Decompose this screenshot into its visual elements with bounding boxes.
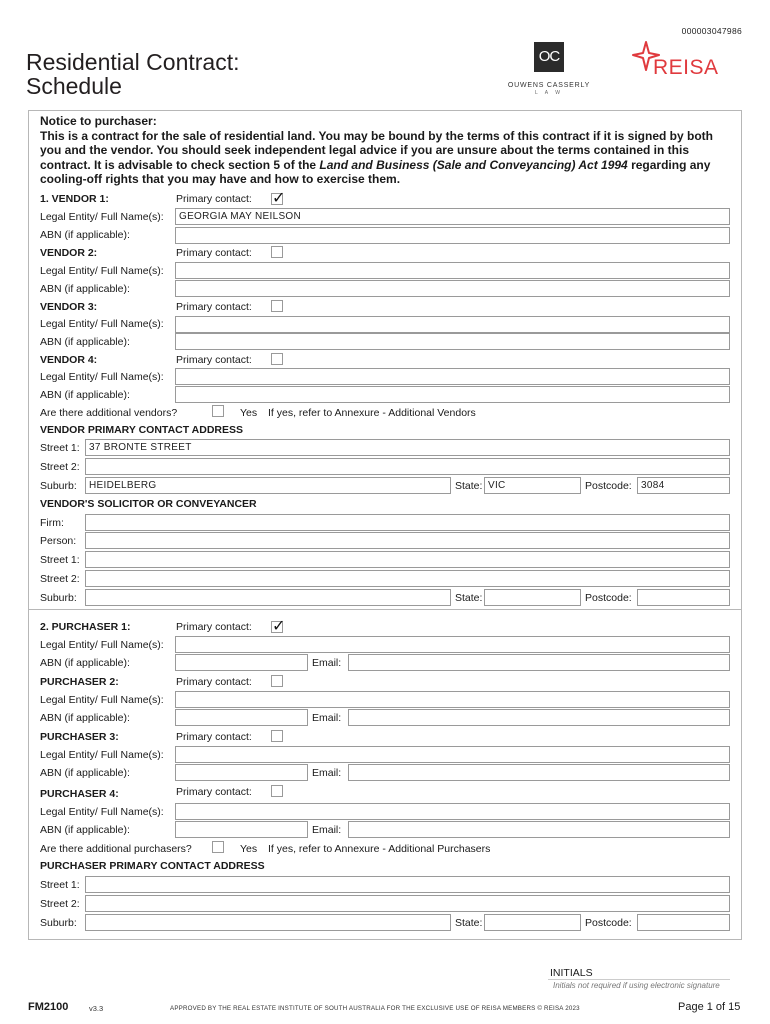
vendor-postcode-label: Postcode: bbox=[585, 480, 632, 492]
vendor-1-primary-checkbox[interactable] bbox=[271, 193, 283, 205]
additional-purchasers-note: If yes, refer to Annexure - Additional Purchasers bbox=[268, 843, 491, 855]
purchaser-3-email-label: Email: bbox=[312, 767, 342, 779]
purchaser-2-primary-label: Primary contact: bbox=[176, 676, 252, 688]
vendor-postcode-field[interactable]: 3084 bbox=[637, 477, 730, 494]
vendor-state-label: State: bbox=[455, 480, 483, 492]
vendor-state-field[interactable]: VIC bbox=[484, 477, 581, 494]
purchaser-2-abn-field[interactable] bbox=[175, 709, 308, 726]
vendor-street1-field[interactable]: 37 BRONTE STREET bbox=[85, 439, 730, 456]
solicitor-person-label: Person: bbox=[40, 535, 77, 547]
purchaser-postcode-field[interactable] bbox=[637, 914, 730, 931]
purchaser-3-name-label: Legal Entity/ Full Name(s): bbox=[40, 749, 164, 761]
purchaser-3-primary-label: Primary contact: bbox=[176, 731, 252, 743]
vendor-2-name-field[interactable] bbox=[175, 262, 730, 279]
vendor-4-name-label: Legal Entity/ Full Name(s): bbox=[40, 371, 164, 383]
additional-purchasers-question: Are there additional purchasers? bbox=[40, 843, 192, 855]
purchaser-4-heading: PURCHASER 4: bbox=[40, 788, 119, 800]
vendor-4-abn-label: ABN (if applicable): bbox=[40, 389, 130, 401]
additional-purchasers-yes: Yes bbox=[240, 843, 258, 855]
vendor-3-primary-label: Primary contact: bbox=[176, 301, 252, 313]
purchaser-state-field[interactable] bbox=[484, 914, 581, 931]
approval-notice: APPROVED BY THE REAL ESTATE INSTITUTE OF SOUTH AUSTRALIA FOR THE EXCLUSIVE USE OF REISA MEMBERS © REISA 2023 bbox=[170, 1005, 580, 1012]
additional-vendors-checkbox[interactable] bbox=[212, 405, 224, 417]
purchaser-4-email-field[interactable] bbox=[348, 821, 730, 838]
notice-act-name: Land and Business (Sale and Conveyancing) Act 1994 bbox=[319, 157, 628, 172]
purchaser-1-abn-field[interactable] bbox=[175, 654, 308, 671]
purchaser-1-abn-label: ABN (if applicable): bbox=[40, 657, 130, 669]
purchaser-2-name-label: Legal Entity/ Full Name(s): bbox=[40, 694, 164, 706]
purchaser-street2-field[interactable] bbox=[85, 895, 730, 912]
additional-vendors-yes: Yes bbox=[240, 407, 258, 419]
vendor-suburb-field[interactable]: HEIDELBERG bbox=[85, 477, 451, 494]
notice-heading: Notice to purchaser: bbox=[40, 114, 157, 128]
title-line-2: Schedule bbox=[26, 73, 122, 99]
purchaser-suburb-label: Suburb: bbox=[40, 917, 77, 929]
purchaser-1-heading: 2. PURCHASER 1: bbox=[40, 621, 131, 633]
vendor-1-name-label: Legal Entity/ Full Name(s): bbox=[40, 211, 164, 223]
vendor-street1-label: Street 1: bbox=[40, 442, 80, 454]
oc-monogram: OC bbox=[534, 42, 564, 72]
purchaser-suburb-field[interactable] bbox=[85, 914, 451, 931]
purchaser-1-primary-label: Primary contact: bbox=[176, 621, 252, 633]
solicitor-firm-field[interactable] bbox=[85, 514, 730, 531]
vendor-3-abn-field[interactable] bbox=[175, 333, 730, 350]
vendor-1-abn-label: ABN (if applicable): bbox=[40, 229, 130, 241]
purchaser-1-email-label: Email: bbox=[312, 657, 342, 669]
document-number: 000003047986 bbox=[681, 26, 742, 36]
purchaser-3-primary-checkbox[interactable] bbox=[271, 730, 283, 742]
vendor-4-abn-field[interactable] bbox=[175, 386, 730, 403]
form-version: v3.3 bbox=[89, 1004, 104, 1013]
vendor-suburb-label: Suburb: bbox=[40, 480, 77, 492]
purchaser-2-email-field[interactable] bbox=[348, 709, 730, 726]
purchaser-3-heading: PURCHASER 3: bbox=[40, 731, 119, 743]
initials-label: INITIALS bbox=[550, 967, 593, 979]
purchaser-4-primary-checkbox[interactable] bbox=[271, 785, 283, 797]
ouwens-casserly-logo bbox=[506, 42, 592, 96]
solicitor-firm-label: Firm: bbox=[40, 517, 64, 529]
vendor-3-name-label: Legal Entity/ Full Name(s): bbox=[40, 318, 164, 330]
vendor-4-name-field[interactable] bbox=[175, 368, 730, 385]
vendor-1-primary-label: Primary contact: bbox=[176, 193, 252, 205]
vendor-2-name-label: Legal Entity/ Full Name(s): bbox=[40, 265, 164, 277]
purchaser-2-abn-label: ABN (if applicable): bbox=[40, 712, 130, 724]
purchaser-3-abn-field[interactable] bbox=[175, 764, 308, 781]
notice-text-2: regarding any cooling-off rights that you may have and how to exercise them. bbox=[40, 157, 711, 186]
solicitor-street1-field[interactable] bbox=[85, 551, 730, 568]
purchaser-street1-field[interactable] bbox=[85, 876, 730, 893]
purchaser-4-email-label: Email: bbox=[312, 824, 342, 836]
additional-vendors-note: If yes, refer to Annexure - Additional Vendors bbox=[268, 407, 476, 419]
solicitor-state-label: State: bbox=[455, 592, 483, 604]
vendor-4-primary-checkbox[interactable] bbox=[271, 353, 283, 365]
vendor-2-abn-label: ABN (if applicable): bbox=[40, 283, 130, 295]
vendor-3-primary-checkbox[interactable] bbox=[271, 300, 283, 312]
purchaser-2-name-field[interactable] bbox=[175, 691, 730, 708]
purchaser-4-name-label: Legal Entity/ Full Name(s): bbox=[40, 806, 164, 818]
reisa-wordmark: REISA bbox=[653, 56, 719, 79]
additional-purchasers-checkbox[interactable] bbox=[212, 841, 224, 853]
vendor-3-abn-label: ABN (if applicable): bbox=[40, 336, 130, 348]
notice-to-purchaser bbox=[40, 114, 730, 187]
initials-line bbox=[548, 979, 730, 980]
vendor-street2-label: Street 2: bbox=[40, 461, 80, 473]
purchaser-3-name-field[interactable] bbox=[175, 746, 730, 763]
vendor-street2-field[interactable] bbox=[85, 458, 730, 475]
vendor-address-heading: VENDOR PRIMARY CONTACT ADDRESS bbox=[40, 424, 244, 436]
solicitor-state-field[interactable] bbox=[484, 589, 581, 606]
form-code: FM2100 bbox=[28, 1001, 69, 1013]
purchaser-street2-label: Street 2: bbox=[40, 898, 80, 910]
purchaser-1-name-field[interactable] bbox=[175, 636, 730, 653]
purchaser-4-abn-field[interactable] bbox=[175, 821, 308, 838]
purchaser-1-name-label: Legal Entity/ Full Name(s): bbox=[40, 639, 164, 651]
purchaser-2-email-label: Email: bbox=[312, 712, 342, 724]
additional-vendors-question: Are there additional vendors? bbox=[40, 407, 178, 419]
purchaser-state-label: State: bbox=[455, 917, 483, 929]
solicitor-suburb-field[interactable] bbox=[85, 589, 451, 606]
notice-body bbox=[40, 129, 730, 187]
purchaser-4-abn-label: ABN (if applicable): bbox=[40, 824, 130, 836]
purchaser-3-email-field[interactable] bbox=[348, 764, 730, 781]
solicitor-street2-field[interactable] bbox=[85, 570, 730, 587]
vendor-4-primary-label: Primary contact: bbox=[176, 354, 252, 366]
purchaser-3-abn-label: ABN (if applicable): bbox=[40, 767, 130, 779]
notice-text-1: This is a contract for the sale of residential land. You may be bound by the terms of this contract if it is signed by both you and the vendor. You should seek independent legal advice if you are unsure about the terms contained in this contract. It is advisable to check section 5 of the bbox=[40, 128, 713, 172]
vendor-2-primary-label: Primary contact: bbox=[176, 247, 252, 259]
title-line-1: Residential Contract: bbox=[26, 49, 240, 75]
vendor-2-heading: VENDOR 2: bbox=[40, 247, 98, 259]
purchaser-2-primary-checkbox[interactable] bbox=[271, 675, 283, 687]
solicitor-postcode-field[interactable] bbox=[637, 589, 730, 606]
purchaser-1-email-field[interactable] bbox=[348, 654, 730, 671]
vendor-3-heading: VENDOR 3: bbox=[40, 301, 98, 313]
solicitor-person-field[interactable] bbox=[85, 532, 730, 549]
purchaser-1-primary-checkbox[interactable] bbox=[271, 621, 283, 633]
purchaser-street1-label: Street 1: bbox=[40, 879, 80, 891]
solicitor-street1-label: Street 1: bbox=[40, 554, 80, 566]
purchaser-2-heading: PURCHASER 2: bbox=[40, 676, 119, 688]
page-number: Page 1 of 15 bbox=[678, 1001, 741, 1013]
purchaser-address-heading: PURCHASER PRIMARY CONTACT ADDRESS bbox=[40, 860, 265, 872]
vendor-2-abn-field[interactable] bbox=[175, 280, 730, 297]
solicitor-heading: VENDOR'S SOLICITOR OR CONVEYANCER bbox=[40, 498, 257, 510]
vendor-1-abn-field[interactable] bbox=[175, 227, 730, 244]
initials-note: Initials not required if using electronic signature bbox=[553, 981, 720, 990]
vendor-1-heading: 1. VENDOR 1: bbox=[40, 193, 109, 205]
vendor-2-primary-checkbox[interactable] bbox=[271, 246, 283, 258]
purchaser-4-name-field[interactable] bbox=[175, 803, 730, 820]
purchaser-4-primary-label: Primary contact: bbox=[176, 786, 252, 798]
page-title bbox=[26, 50, 240, 98]
solicitor-postcode-label: Postcode: bbox=[585, 592, 632, 604]
vendor-1-name-field[interactable]: GEORGIA MAY NEILSON bbox=[175, 208, 730, 225]
vendor-4-heading: VENDOR 4: bbox=[40, 354, 98, 366]
solicitor-street2-label: Street 2: bbox=[40, 573, 80, 585]
solicitor-suburb-label: Suburb: bbox=[40, 592, 77, 604]
oc-name: OUWENS CASSERLY bbox=[507, 82, 591, 89]
reisa-logo bbox=[625, 40, 735, 84]
purchaser-postcode-label: Postcode: bbox=[585, 917, 632, 929]
vendor-3-name-field[interactable] bbox=[175, 316, 730, 333]
oc-sub: L A W bbox=[535, 90, 563, 96]
